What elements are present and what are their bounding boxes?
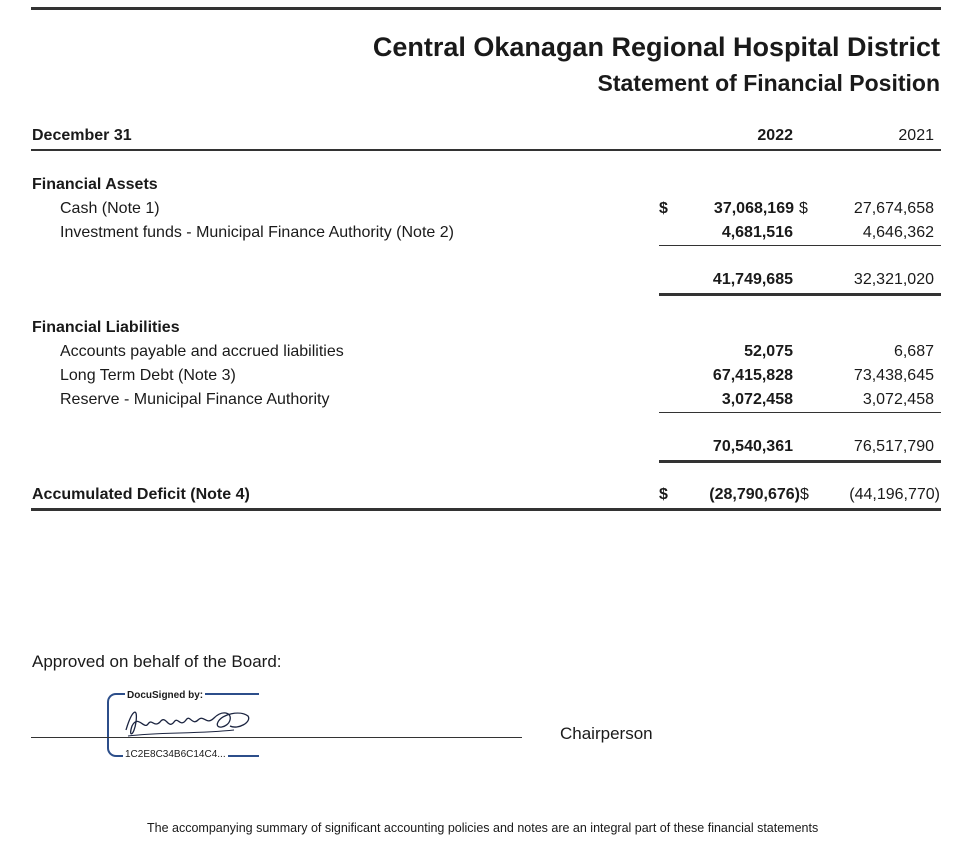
liability-debt-current: 67,415,828 (712, 367, 793, 384)
year-prior-header: 2021 (898, 127, 934, 144)
deficit-prior: (44,196,770) (849, 486, 940, 503)
liability-debt-prior: 73,438,645 (853, 367, 934, 384)
assets-total-rule (659, 293, 941, 296)
financial-assets-heading: Financial Assets (32, 176, 158, 193)
deficit-current: (28,790,676) (709, 486, 800, 503)
assets-subtotal-rule (659, 245, 941, 246)
asset-cash-dollar-sign: $ (659, 200, 668, 217)
report-title: Central Okanagan Regional Hospital District (372, 32, 940, 62)
asset-investments-current: 4,681,516 (721, 224, 793, 241)
liability-label-reserve: Reserve - Municipal Finance Authority (60, 391, 330, 408)
accumulated-deficit-label: Accumulated Deficit (Note 4) (32, 486, 250, 503)
docusign-envelope-id: 1C2E8C34B6C14C4... (125, 749, 226, 760)
year-current-header: 2022 (757, 127, 793, 144)
deficit-dollar-sign: $ (659, 486, 668, 503)
header-rule (31, 149, 941, 151)
signature-line (31, 737, 522, 738)
assets-total-current: 41,749,685 (712, 271, 793, 288)
approval-text: Approved on behalf of the Board: (32, 652, 282, 671)
liability-reserve-current: 3,072,458 (721, 391, 793, 408)
asset-label-cash: Cash (Note 1) (60, 200, 160, 217)
deficit-rule (31, 508, 941, 511)
date-label: December 31 (32, 127, 132, 144)
liability-reserve-prior: 3,072,458 (862, 391, 934, 408)
liabilities-subtotal-rule (659, 412, 941, 413)
liability-label-debt: Long Term Debt (Note 3) (60, 367, 236, 384)
financial-liabilities-heading: Financial Liabilities (32, 319, 180, 336)
asset-investments-prior: 4,646,362 (862, 224, 934, 241)
liability-label-payables: Accounts payable and accrued liabilities (60, 343, 344, 360)
liabilities-total-prior: 76,517,790 (853, 438, 934, 455)
asset-cash-prior: 27,674,658 (853, 200, 934, 217)
deficit-mid-dollar-sign: $ (800, 486, 809, 503)
top-rule (31, 7, 941, 10)
docusign-label: DocuSigned by: (127, 690, 204, 701)
liabilities-total-current: 70,540,361 (712, 438, 793, 455)
asset-cash-current: 37,068,169 (713, 200, 794, 217)
footer-note: The accompanying summary of significant accounting policies and notes are an integral part of these financial statements (147, 821, 819, 835)
assets-total-prior: 32,321,020 (853, 271, 934, 288)
liability-payables-current: 52,075 (744, 343, 793, 360)
liability-payables-prior: 6,687 (893, 343, 934, 360)
signatory-role: Chairperson (560, 724, 653, 743)
asset-label-investments: Investment funds - Municipal Finance Authority (Note 2) (60, 224, 454, 241)
report-subtitle: Statement of Financial Position (597, 70, 940, 96)
liabilities-total-rule (659, 460, 941, 463)
asset-cash-mid-dollar-sign: $ (799, 200, 808, 217)
